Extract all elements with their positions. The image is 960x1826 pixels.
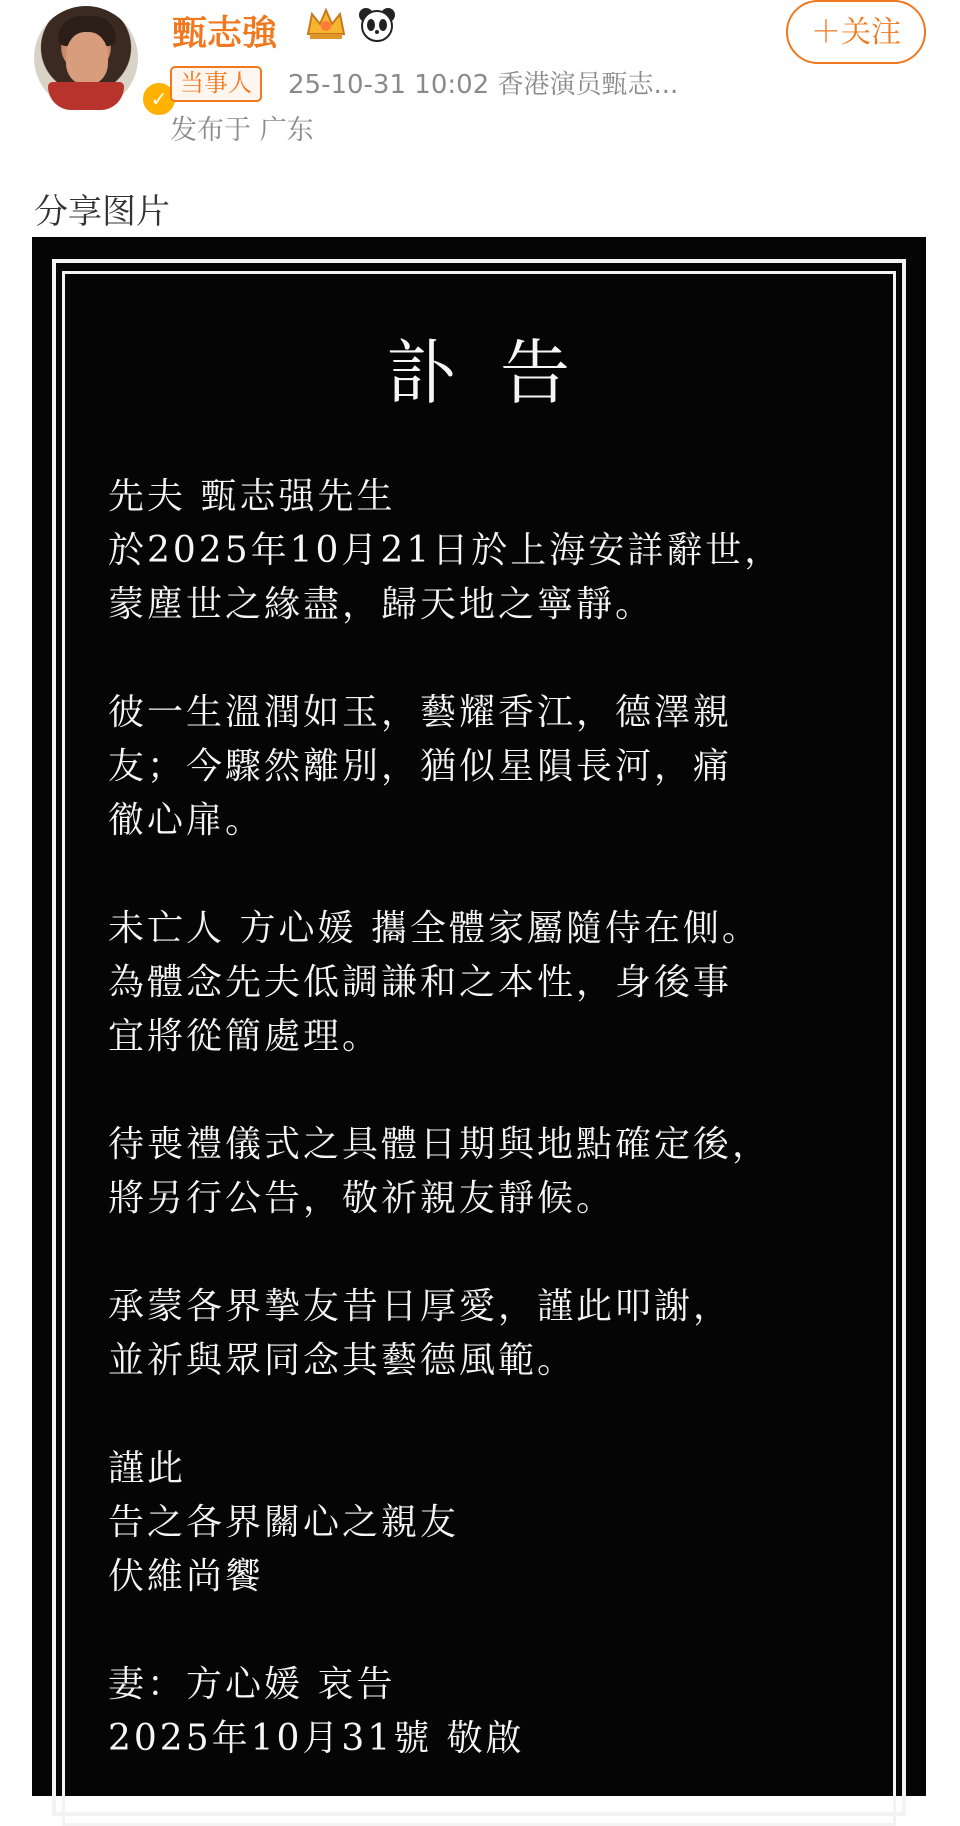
paragraph-gap xyxy=(108,1604,868,1658)
paragraph-death-notice xyxy=(108,470,868,632)
text-line: 徹心扉。 xyxy=(108,800,265,841)
text-line: 伏維尚饗 xyxy=(108,1556,265,1597)
verified-badge-icon: ✓ xyxy=(140,80,178,118)
signature-line: 妻：方心媛 哀告 xyxy=(108,1664,396,1705)
text-line: 友；今驟然離別，猶似星隕長河，痛 xyxy=(108,746,733,787)
paragraph-thanks xyxy=(108,1280,868,1388)
paragraph-tribute xyxy=(108,686,868,848)
post-text: 分享图片 xyxy=(34,192,170,232)
paragraph-gap xyxy=(108,1226,868,1280)
obituary-title: 訃告 xyxy=(386,332,614,414)
text-line: 於2025年10月21日於上海安詳辭世， xyxy=(108,530,784,571)
date-line: 2025年10月31號 敬啟 xyxy=(108,1718,525,1759)
paragraph-family xyxy=(108,902,868,1064)
panda-icon xyxy=(356,4,398,44)
obituary-image[interactable] xyxy=(32,237,926,1796)
text-line: 告之各界關心之親友 xyxy=(108,1502,460,1543)
text-line: 宜將從簡處理。 xyxy=(108,1016,382,1057)
post-location: 发布于 广东 xyxy=(170,115,314,146)
text-line: 彼一生溫潤如玉，藝耀香江，德澤親 xyxy=(108,692,733,733)
avatar[interactable] xyxy=(34,6,168,111)
text-line: 謹此 xyxy=(108,1448,187,1489)
text-line: 將另行公告，敬祈親友靜候。 xyxy=(108,1178,616,1219)
post-meta[interactable]: 25-10-31 10:02 香港演员甄志... xyxy=(288,70,679,100)
username[interactable]: 甄志強 xyxy=(172,14,278,54)
post-header xyxy=(0,0,960,160)
text-line: 蒙塵世之緣盡，歸天地之寧靜。 xyxy=(108,584,655,625)
avatar-face xyxy=(66,32,108,84)
follow-button[interactable]: ＋关注 xyxy=(786,0,926,64)
paragraph-closing xyxy=(108,1442,868,1604)
paragraph-gap xyxy=(108,848,868,902)
participant-badge: 当事人 xyxy=(170,66,262,102)
paragraph-signature xyxy=(108,1658,868,1766)
text-line: 並祈與眾同念其藝德風範。 xyxy=(108,1340,577,1381)
text-line: 承蒙各界摯友昔日厚愛，謹此叩謝， xyxy=(108,1286,733,1327)
paragraph-gap xyxy=(108,1388,868,1442)
text-line: 為體念先夫低調謙和之本性，身後事 xyxy=(108,962,733,1003)
crown-icon xyxy=(302,4,350,44)
paragraph-gap xyxy=(108,1064,868,1118)
obituary-text xyxy=(108,470,868,1766)
text-line: 未亡人 方心媛 攜全體家屬隨侍在側。 xyxy=(108,908,761,949)
avatar-shirt xyxy=(48,82,124,110)
paragraph-announcement xyxy=(108,1118,868,1226)
text-line: 先夫 甄志强先生 xyxy=(108,476,396,517)
obituary-content xyxy=(108,317,868,1766)
text-line: 待喪禮儀式之具體日期與地點確定後， xyxy=(108,1124,772,1165)
paragraph-gap xyxy=(108,632,868,686)
